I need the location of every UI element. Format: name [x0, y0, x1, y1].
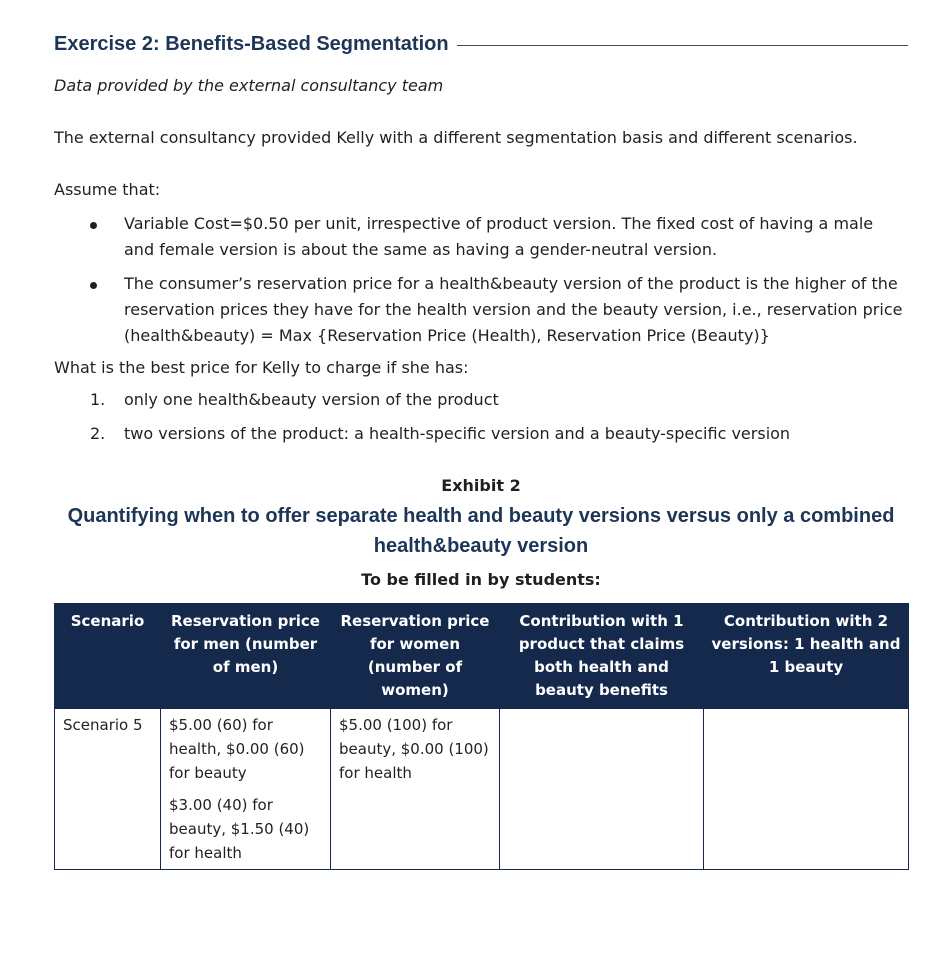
header-contribution-two: Contribution with 2 versions: 1 health and 1 beauty: [704, 604, 909, 709]
fill-note: To be filled in by students:: [361, 570, 601, 589]
assumption-list: [54, 211, 908, 349]
cell-contribution-two[interactable]: [704, 709, 909, 870]
option-text: two versions of the product: a health-specific version and a beauty-specific version: [124, 424, 791, 443]
exhibit-title: Quantifying when to offer separate health and beauty versions versus only a combined health&beauty version: [67, 505, 895, 557]
option-item: [54, 389, 908, 411]
assume-label: Assume that:: [54, 180, 161, 199]
intro-paragraph: The external consultancy provided Kelly with a different segmentation basis and different scenarios.: [54, 128, 858, 147]
men-price-segment: $5.00 (60) for health, $0.00 (60) for beauty: [169, 716, 305, 782]
assumption-item: [54, 271, 908, 349]
header-men-price: Reservation price for men (number of men): [161, 604, 331, 709]
option-list: [54, 389, 908, 445]
header-women-price: Reservation price for women (number of women): [331, 604, 500, 709]
table-row: [55, 709, 909, 870]
option-number: 2.: [90, 424, 106, 443]
subtitle: Data provided by the external consultancy team: [54, 76, 444, 95]
exhibit-table: [54, 603, 909, 870]
question-text: What is the best price for Kelly to charge if she has:: [54, 358, 469, 377]
assumption-text: The consumer’s reservation price for a health&beauty version of the product is the higher of the reservation prices they have for the health version and the beauty version, i.e., reservation price (health&beauty) = Max {Reservation Price (Health), Reservation Price (Beauty)}: [124, 274, 903, 345]
option-number: 1.: [90, 390, 106, 409]
assumption-item: [54, 211, 908, 263]
table-header-row: [55, 604, 909, 709]
option-item: [54, 423, 908, 445]
heading-rule: [457, 45, 908, 46]
exercise-heading: [54, 30, 908, 58]
cell-scenario: Scenario 5: [55, 709, 161, 870]
header-scenario: Scenario: [55, 604, 161, 709]
exhibit-label: Exhibit 2: [441, 476, 521, 495]
cell-women-price: $5.00 (100) for beauty, $0.00 (100) for health: [331, 709, 500, 870]
bullet-icon: [90, 222, 97, 229]
exercise-title: Exercise 2: Benefits-Based Segmentation: [54, 32, 449, 55]
bullet-icon: [90, 282, 97, 289]
header-contribution-one: Contribution with 1 product that claims both health and beauty benefits: [500, 604, 704, 709]
cell-contribution-one[interactable]: [500, 709, 704, 870]
cell-men-price: [161, 709, 331, 870]
document-page: [54, 30, 908, 870]
option-text: only one health&beauty version of the product: [124, 390, 499, 409]
assumption-text: Variable Cost=$0.50 per unit, irrespective of product version. The fixed cost of having a male and female version is about the same as having a gender-neutral version.: [124, 214, 874, 259]
men-price-segment: $3.00 (40) for beauty, $1.50 (40) for health: [169, 796, 310, 862]
